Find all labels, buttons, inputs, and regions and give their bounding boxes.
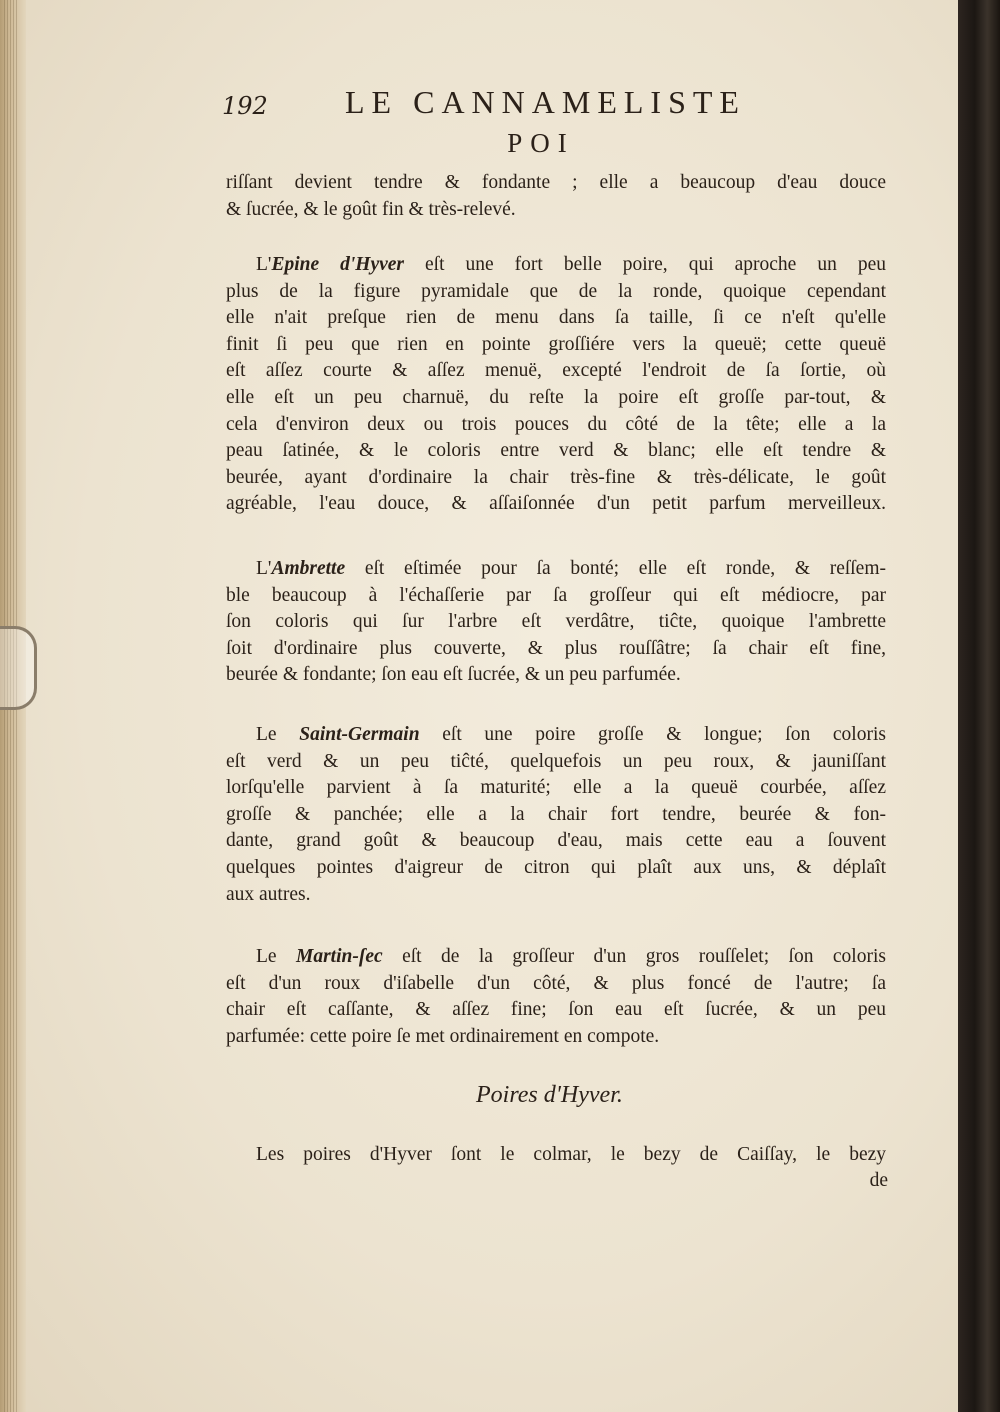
page-number: 192 bbox=[222, 92, 268, 120]
text-line: & ſucrée, & le goût fin & très-relevé. bbox=[226, 198, 516, 220]
text-line: agréable, l'eau douce, & aſſaiſonnée d'un petit parfum merveilleux. bbox=[226, 493, 886, 515]
text-line: ſon coloris qui ſur l'arbre eſt verdâtre, tiĉte, quoique l'ambrette bbox=[226, 611, 886, 633]
text-line: eſt d'un roux d'iſabelle d'un côté, & plus foncé de l'autre; ſa bbox=[226, 972, 886, 994]
subheading-poires-d-hyver: Poires d'Hyver. bbox=[476, 1082, 623, 1108]
lead-article: Le bbox=[256, 724, 300, 745]
lead-article: L' bbox=[256, 254, 272, 275]
text-line: beurée, ayant d'ordinaire la chair très-fine & très-délicate, le goût bbox=[226, 466, 886, 488]
text-line: lorſqu'elle parvient à ſa maturité; elle a la queuë courbée, aſſez bbox=[226, 777, 886, 799]
pear-variety-name: Epine d'Hyver bbox=[271, 254, 405, 275]
text-line: beurée & fondante; ſon eau eſt ſucrée, & un peu parfumée. bbox=[226, 664, 681, 686]
pear-variety-name: Ambrette bbox=[271, 558, 346, 579]
catchword: de bbox=[869, 1170, 888, 1191]
text-line: ble beaucoup à l'échaſſerie par ſa groſſeur qui eſt médiocre, par bbox=[226, 584, 886, 606]
text-line bbox=[226, 944, 886, 971]
text-line: quelques pointes d'aigreur de citron qui plaît aux uns, & déplaît bbox=[226, 856, 886, 878]
text-line: finit ſi peu que rien en pointe groſſiére vers la queuë; cette queuë bbox=[226, 333, 886, 355]
text-line: eſt aſſez courte & aſſez menuë, excepté l'endroit de ſa ſortie, où bbox=[226, 360, 886, 382]
lead-article: L' bbox=[256, 558, 272, 579]
text-line: cela d'environ deux ou trois pouces du côté de la tête; elle a la bbox=[226, 413, 886, 435]
text-line: riſſant devient tendre & fondante ; elle a beaucoup d'eau douce bbox=[226, 172, 886, 193]
text-line: dante, grand goût & beaucoup d'eau, mais cette eau a ſouvent bbox=[226, 830, 886, 852]
paragraph-epine-d-hyver bbox=[226, 252, 886, 518]
text-line: aux autres. bbox=[226, 883, 311, 905]
line-rest: eſt une poire groſſe & longue; ſon coloris bbox=[419, 724, 886, 745]
line-rest: eſt une fort belle poire, qui aproche un peu bbox=[404, 254, 886, 275]
paragraph-martin-sec bbox=[226, 944, 886, 1050]
text-line: elle n'ait preſque rien de menu dans ſa taille, ſi ce n'eſt qu'elle bbox=[226, 307, 886, 329]
text-line: parfumée: cette poire ſe met ordinairement en compote. bbox=[226, 1025, 660, 1047]
text-line: Les poires d'Hyver ſont le colmar, le bezy de Caiſſay, le bezy bbox=[256, 1144, 886, 1165]
line-rest: eſt de la groſſeur d'un gros rouſſelet; ſon coloris bbox=[382, 946, 886, 967]
text-line: ſoit d'ordinaire plus couverte, & plus rouſſâtre; ſa chair eſt fine, bbox=[226, 637, 886, 659]
lead-article: Le bbox=[256, 946, 296, 967]
text-line: plus de la figure pyramidale que de la ronde, quoique cependant bbox=[226, 280, 886, 302]
paragraph-continuation bbox=[226, 170, 886, 223]
text-line: peau ſatinée, & le coloris entre verd & blanc; elle eſt tendre & bbox=[226, 440, 886, 462]
text-line: elle eſt un peu charnuë, du reſte la poire eſt groſſe par-tout, & bbox=[226, 386, 886, 408]
text-line: chair eſt caſſante, & aſſez fine; ſon eau eſt ſucrée, & un peu bbox=[226, 999, 886, 1021]
pear-variety-name: Saint-Germain bbox=[299, 724, 420, 745]
pear-variety-name: Martin-ſec bbox=[296, 946, 383, 967]
text-line bbox=[226, 252, 886, 279]
paragraph-saint-germain bbox=[226, 722, 886, 908]
text-line: eſt verd & un peu tiĉté, quelquefois un peu roux, & jauniſſant bbox=[226, 750, 886, 772]
section-heading: POI bbox=[507, 128, 575, 158]
paragraph-ambrette bbox=[226, 556, 886, 689]
line-rest: eſt eſtimée pour ſa bonté; elle eſt ronde, & reſſem- bbox=[345, 558, 886, 579]
text-line bbox=[226, 722, 886, 749]
running-title: LE CANNAMELISTE bbox=[345, 84, 746, 120]
text-line: groſſe & panchée; elle a la chair fort tendre, beurée & fon- bbox=[226, 803, 886, 825]
paragraph-poires-d-hyver bbox=[226, 1142, 886, 1169]
text-line bbox=[226, 556, 886, 583]
